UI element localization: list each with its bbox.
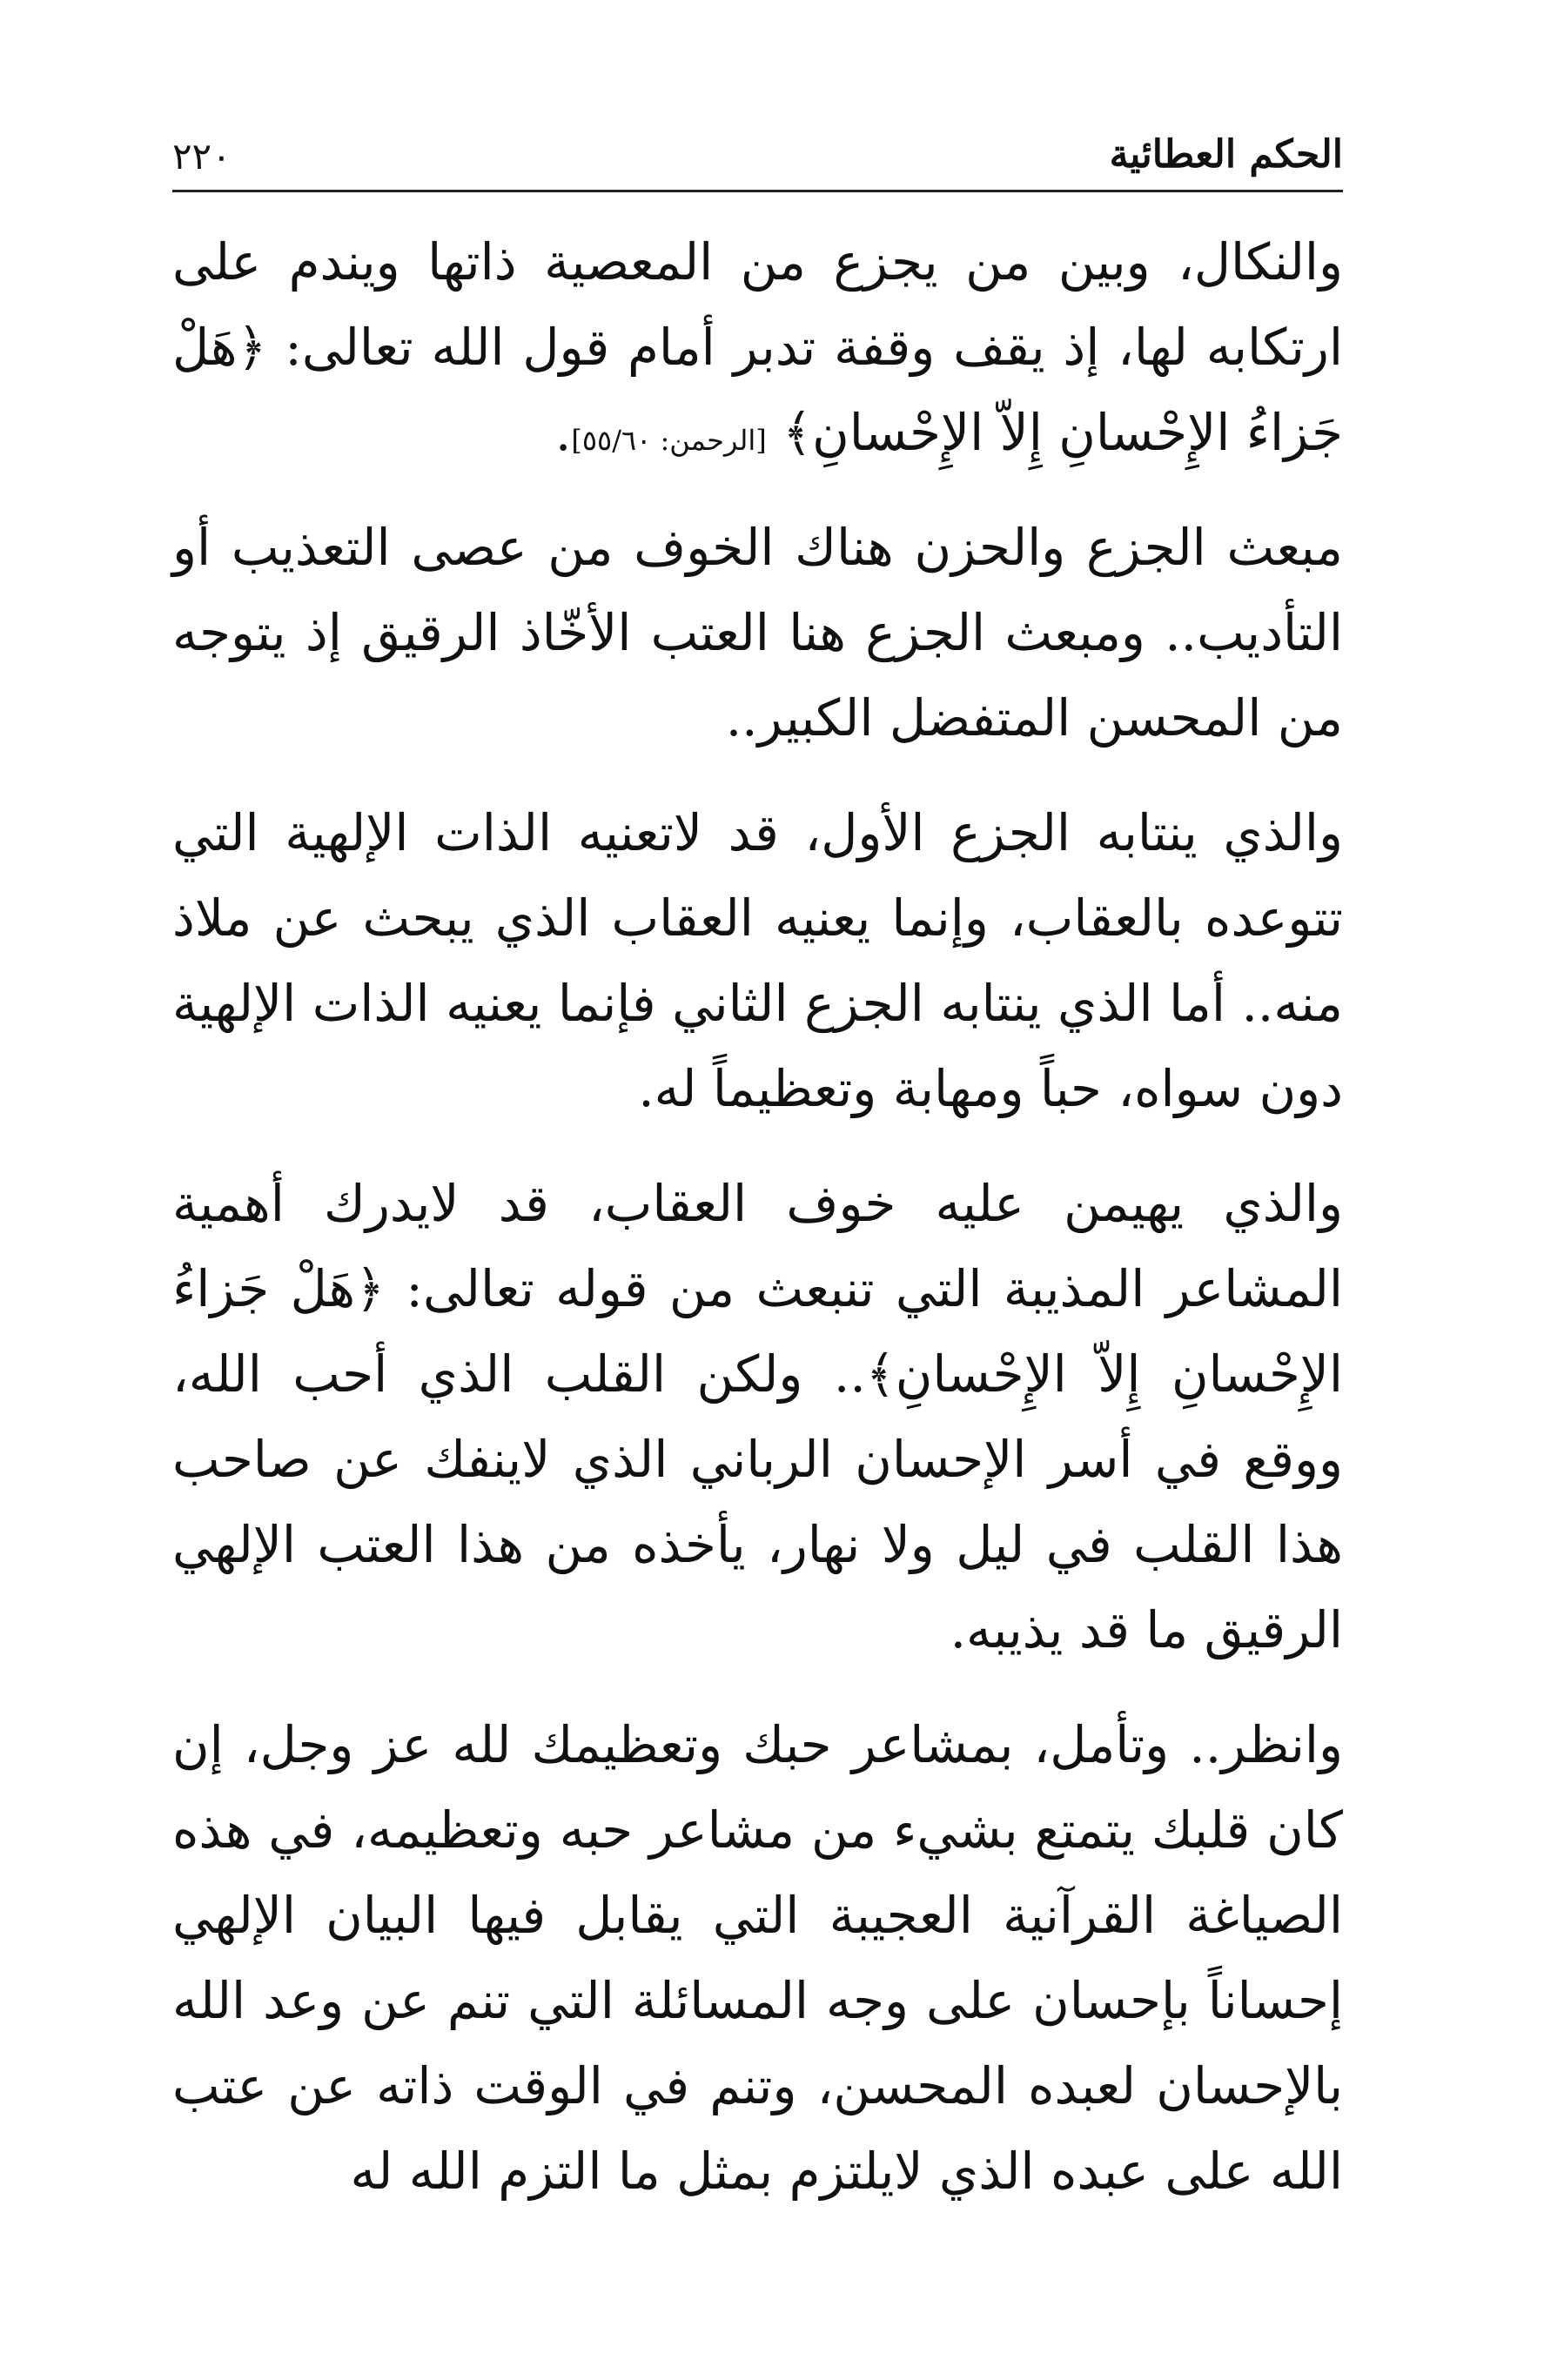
page-body [172, 219, 1343, 2243]
book-title: الحكم العطائية [1109, 132, 1343, 177]
paragraph-1-text: والنكال، وبين من يجزع من المعصية ذاتها ويندم على ارتكابه لها، إذ يقف وقفة تدبر أمام قول الله تعالى: ﴿هَلْ جَزاءُ الإِحْسانِ إِلاّ الإِحْسانِ﴾ [172, 232, 1343, 462]
paragraph-2: مبعث الجزع والحزن هناك الخوف من عصى التعذيب أو التأديب.. ومبعث الجزع هنا العتب الأخّاذ الرقيق إذ يتوجه من المحسن المتفضل الكبير.. [172, 518, 1343, 748]
paragraph-5: وانظر.. وتأمل، بمشاعر حبك وتعظيمك لله عز وجل، إن كان قلبك يتمتع بشيء من مشاعر حبه وتعظيمه، في هذه الصياغة القرآنية العجيبة التي يقابل فيها البيان الإلهي إحساناً بإحسان على وجه المسائلة التي تنم عن وعد الله بالإحسان لعبده المحسن، وتنم في الوقت ذاته عن عتب الله على عبده الذي لايلتزم بمثل ما التزم الله له [172, 1715, 1343, 2201]
paragraph-1-end: . [554, 403, 572, 462]
page-header [172, 122, 1343, 190]
page-number: ٢٢٠ [172, 135, 232, 178]
paragraph-3: والذي ينتابه الجزع الأول، قد لاتعنيه الذات الإلهية التي تتوعده بالعقاب، وإنما يعنيه العقاب الذي يبحث عن ملاذ منه.. أما الذي ينتابه الجزع الثاني فإنما يعنيه الذات الإلهية دون سواه، حباً ومهابة وتعظيماً له. [172, 803, 1343, 1118]
paragraph-1 [172, 219, 1343, 475]
quran-citation: [الرحمن: ٥٥/٦٠] [571, 424, 767, 457]
paragraph-4: والذي يهيمن عليه خوف العقاب، قد لايدرك أهمية المشاعر المذيبة التي تنبعث من قوله تعالى: ﴿هَلْ جَزاءُ الإِحْسانِ إِلاّ الإِحْسانِ﴾.. ولكن القلب الذي أحب الله، ووقع في أسر الإحسان الرباني الذي لاينفك عن صاحب هذا القلب في ليل ولا نهار، يأخذه من هذا العتب الإلهي الرقيق ما قد يذيبه. [172, 1174, 1343, 1659]
header-divider [172, 190, 1343, 192]
